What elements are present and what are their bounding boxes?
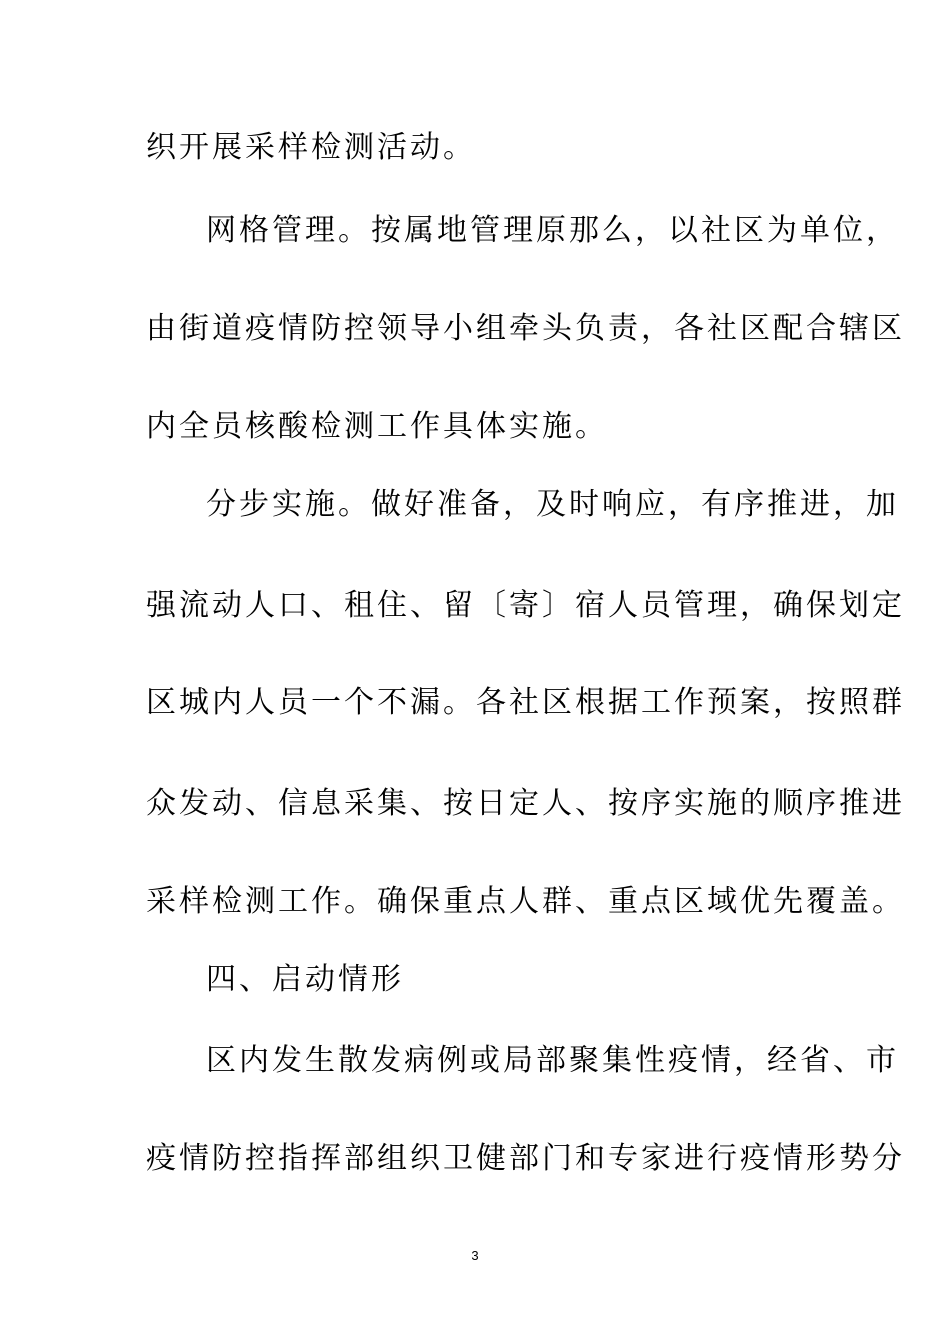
text-line: 网格管理。按属地管理原那么，以社区为单位， <box>206 213 899 248</box>
text-line: 疫情防控指挥部组织卫健部门和专家进行疫情形势分 <box>146 1141 905 1176</box>
text-line: 采样检测工作。确保重点人群、重点区域优先覆盖。 <box>146 884 905 919</box>
text-line: 分步实施。做好准备，及时响应，有序推进，加 <box>206 487 899 522</box>
text-line: 众发动、信息采集、按日定人、按序实施的顺序推进 <box>146 786 905 821</box>
text-line: 区内发生散发病例或局部聚集性疫情，经省、市 <box>206 1043 899 1078</box>
section-heading: 四、启动情形 <box>206 962 404 997</box>
text-line: 织开展采样检测活动。 <box>146 130 476 165</box>
text-line: 内全员核酸检测工作具体实施。 <box>146 409 608 444</box>
text-line: 强流动人口、租住、留〔寄〕宿人员管理，确保划定 <box>146 588 905 623</box>
text-line: 由街道疫情防控领导小组牵头负责，各社区配合辖区 <box>146 311 905 346</box>
page-number: 3 <box>471 1248 479 1263</box>
text-line: 区城内人员一个不漏。各社区根据工作预案，按照群 <box>146 685 905 720</box>
